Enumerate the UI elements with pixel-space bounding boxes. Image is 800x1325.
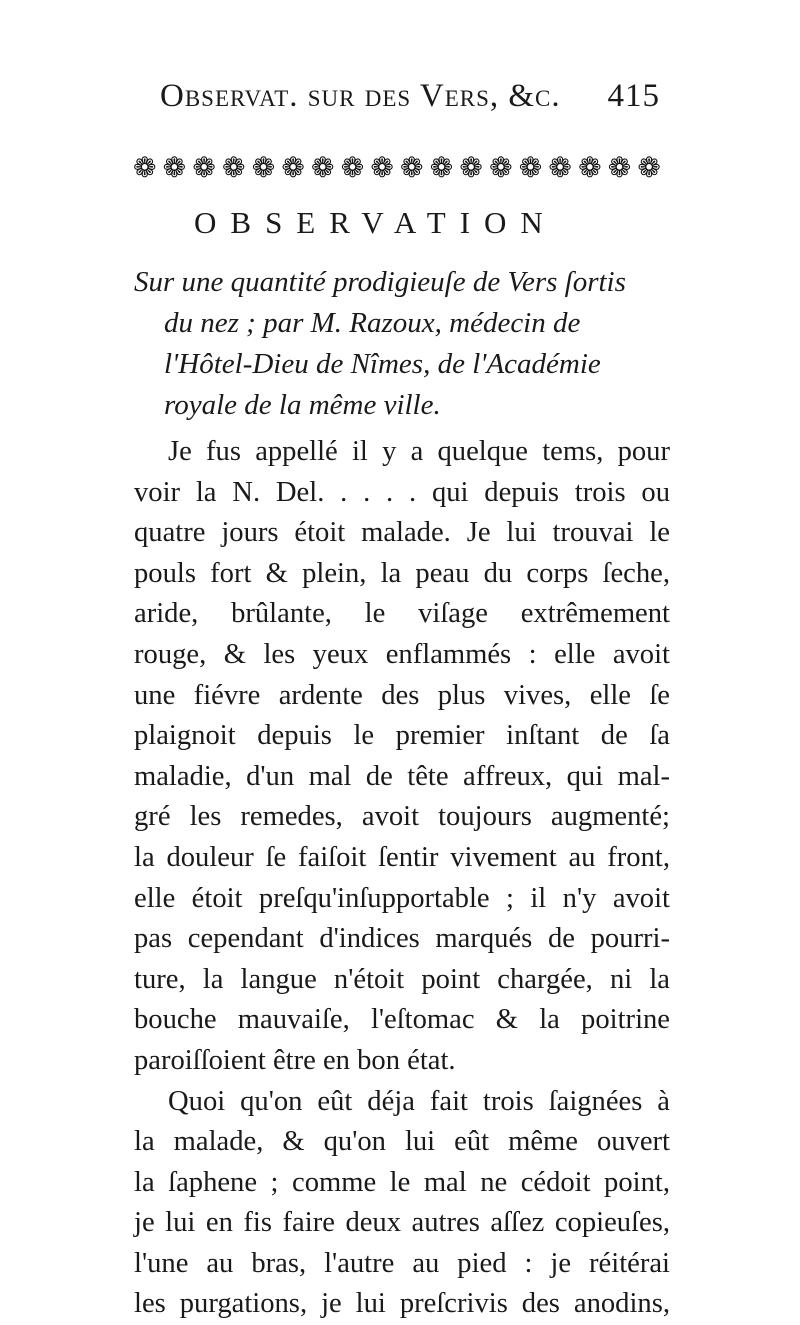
fleuron-icon: ❁ <box>281 155 304 183</box>
fleuron-icon: ❁ <box>578 155 601 183</box>
fleuron-icon: ❁ <box>519 155 542 183</box>
fleuron-icon: ❁ <box>222 155 245 183</box>
text-line: plaignoit depuis le premier inſtant de ſa <box>134 716 670 757</box>
fleuron-icon: ❁ <box>252 155 275 183</box>
subtitle-line: du nez ; par M. Razoux, médecin de <box>122 303 682 344</box>
subtitle-line: royale de la même ville. <box>122 385 682 426</box>
text-line: pouls fort & plein, la peau du corps ſeche, <box>134 554 670 595</box>
subtitle <box>122 262 682 426</box>
text-line: gré les remedes, avoit toujours augmenté; <box>134 797 670 838</box>
text-line: la ſaphene ; comme le mal ne cédoit point, <box>134 1163 670 1204</box>
fleuron-icon: ❁ <box>489 155 512 183</box>
fleuron-icon: ❁ <box>400 155 423 183</box>
subtitle-line: Sur une quantité prodigieuſe de Vers ſortis <box>122 262 682 303</box>
fleuron-icon: ❁ <box>311 155 334 183</box>
fleuron-icon: ❁ <box>608 155 631 183</box>
text-line: voir la N. Del. . . . . qui depuis trois ou <box>134 473 670 514</box>
paragraph-2 <box>134 1082 670 1325</box>
page-number: 415 <box>608 78 661 115</box>
paragraph-1 <box>134 432 670 1082</box>
fleuron-icon: ❁ <box>370 155 393 183</box>
fleuron-icon: ❁ <box>637 155 660 183</box>
ornament-band <box>133 148 661 190</box>
text-line: paroiſſoient être en bon état. <box>134 1041 670 1082</box>
section-heading: OBSERVATION <box>194 205 614 241</box>
text-line: quatre jours étoit malade. Je lui trouvai le <box>134 513 670 554</box>
fleuron-icon: ❁ <box>459 155 482 183</box>
fleuron-icon: ❁ <box>548 155 571 183</box>
text-line: elle étoit preſqu'inſupportable ; il n'y avoit <box>134 879 670 920</box>
text-line: aride, brûlante, le viſage extrêmement <box>134 594 670 635</box>
text-line: rouge, & les yeux enflammés : elle avoit <box>134 635 670 676</box>
fleuron-icon: ❁ <box>341 155 364 183</box>
text-line: l'une au bras, l'autre au pied : je réitérai <box>134 1244 670 1285</box>
text-line: maladie, d'un mal de tête affreux, qui mal- <box>134 757 670 798</box>
text-line: je lui en fis faire deux autres aſſez copieuſes, <box>134 1203 670 1244</box>
text-line: une fiévre ardente des plus vives, elle ſe <box>134 676 670 717</box>
fleuron-icon: ❁ <box>430 155 453 183</box>
text-line: la malade, & qu'on lui eût même ouvert <box>134 1122 670 1163</box>
fleuron-icon: ❁ <box>192 155 215 183</box>
body-text <box>134 432 670 1325</box>
running-title: Observat. sur des Vers, &c. <box>160 78 561 115</box>
text-line: pas cependant d'indices marqués de pourri- <box>134 919 670 960</box>
subtitle-line: l'Hôtel-Dieu de Nîmes, de l'Académie <box>122 344 682 385</box>
text-line: la douleur ſe faiſoit ſentir vivement au front, <box>134 838 670 879</box>
fleuron-icon: ❁ <box>163 155 186 183</box>
text-line: Quoi qu'on eût déja fait trois ſaignées à <box>134 1082 670 1123</box>
fleuron-icon: ❁ <box>133 155 156 183</box>
running-head <box>160 78 660 122</box>
text-line: bouche mauvaiſe, l'eſtomac & la poitrine <box>134 1000 670 1041</box>
text-line: les purgations, je lui preſcrivis des anodins, <box>134 1284 670 1325</box>
text-line: Je fus appellé il y a quelque tems, pour <box>134 432 670 473</box>
text-line: ture, la langue n'étoit point chargée, ni la <box>134 960 670 1001</box>
